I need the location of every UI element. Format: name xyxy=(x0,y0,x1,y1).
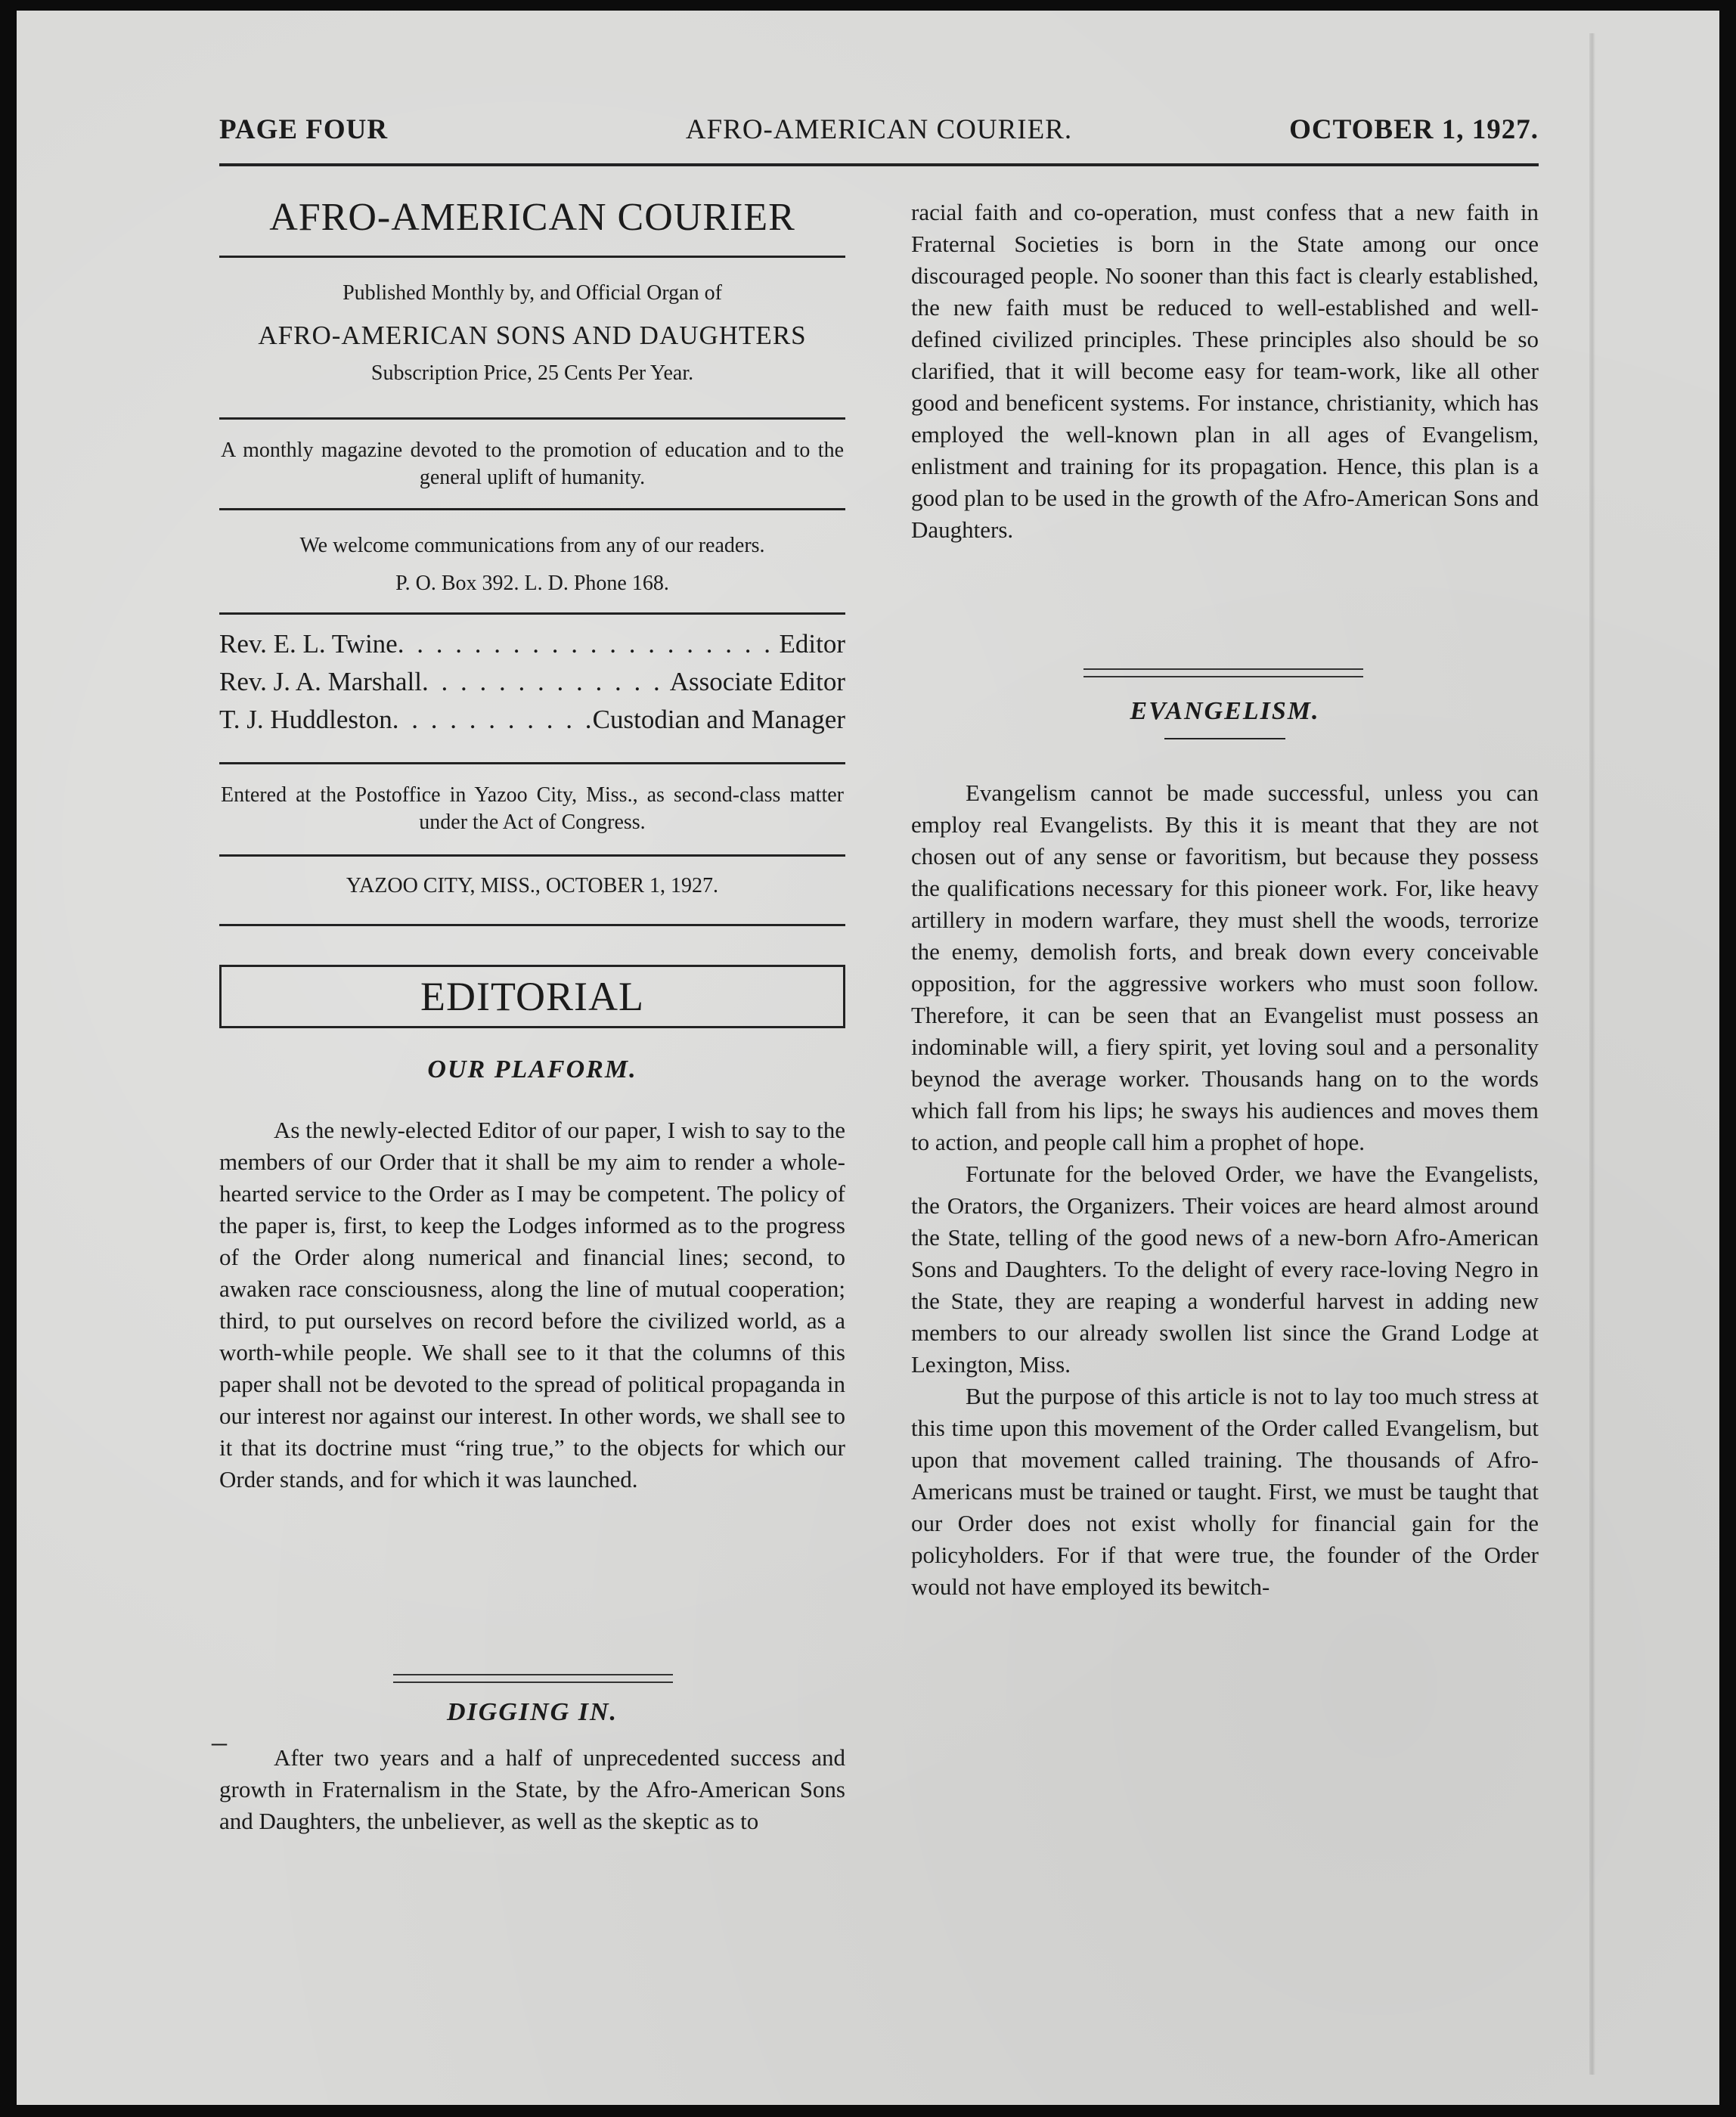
leader-dots xyxy=(392,705,593,735)
platform-heading: OUR PLAFORM. xyxy=(427,1055,637,1083)
staff-row-editor xyxy=(219,629,845,665)
leader-dots xyxy=(422,667,670,697)
digging-paragraph: After two years and a half of unprecedented success and growth in Fraternalism in the State, by the Afro-American Sons and Daughters, the unbeliever, as well as the skeptic as to xyxy=(219,1744,845,1834)
mission-statement: A monthly magazine devoted to the promotion of education and to the general uplift of humanity. xyxy=(221,439,844,489)
masthead-rule-7 xyxy=(219,924,845,926)
postoffice-entry-notice: Entered at the Postoffice in Yazoo City, Miss., as second-class matter under the Act of Congress. xyxy=(221,783,844,834)
page-fold-shadow xyxy=(1589,33,1595,2075)
evangelism-paragraph-3: But the purpose of this article is not to lay too much stress at this time upon this movement of the Order called Evangelism, but upon that movement called training. The thousands of Afro-Americans must be trained or taught. First, we must be taught that our Order does not exist wholly for financial gain for the policyholders. For if that were true, the founder of the Order would not have employed its bewitch- xyxy=(911,1383,1539,1600)
staff-role: Custodian and Manager xyxy=(592,705,845,734)
evangelism-paragraph-1: Evangelism cannot be made successful, unless you can employ real Evangelists. By this it is meant that they are not chosen out of any sense or favoritism, but because they possess the qualifications necessary for this pioneer work. For, like heavy artillery in modern warfare, they must shell the woods, terrorize the enemy, demolish forts, and break down every conceivable opposition, for the aggressive workers who must soon follow. Therefore, it can be seen that an Evangelist must possess an indominable will, a fiery spirit, yet loving soul and a personality beynod the average worker. Thousands hang on to the words which fall from his lips; he sways his audiences and moves them to action, and people call him a prophet of hope. xyxy=(911,780,1539,1155)
staff-row-manager xyxy=(219,705,845,741)
staff-row-associate-editor xyxy=(219,667,845,703)
editorial-title-box xyxy=(219,965,845,1028)
masthead-rule-5 xyxy=(219,762,845,764)
contact-line: P. O. Box 392. L. D. Phone 168. xyxy=(395,572,669,595)
digging-article xyxy=(219,1742,845,1837)
welcome-line: We welcome communications from any of our readers. xyxy=(299,534,765,557)
masthead-rule-3 xyxy=(219,508,845,510)
editorial-title: EDITORIAL xyxy=(420,974,644,1019)
printer-dash-mark: – xyxy=(212,1725,227,1759)
section-divider xyxy=(393,1674,673,1683)
evangelism-heading: EVANGELISM. xyxy=(1130,697,1320,725)
masthead-rule-2 xyxy=(219,417,845,420)
staff-name: Rev. J. A. Marshall xyxy=(219,667,422,696)
evangelism-article xyxy=(911,777,1539,1603)
evangelism-paragraph-2: Fortunate for the beloved Order, we have the Evangelists, the Orators, the Organizers. Their voices are heard almost around the State, telling of the good news of a new-born Afro-American Sons and Daughters. To the delight of every race-loving Negro in the State, they are reaping a wonderful harvest in adding new members to our already swollen list since the Grand Lodge at Lexington, Miss. xyxy=(911,1161,1539,1378)
staff-role: Editor xyxy=(779,629,845,659)
section-divider xyxy=(1083,668,1363,677)
running-head xyxy=(219,113,1539,151)
dateline: YAZOO CITY, MISS., OCTOBER 1, 1927. xyxy=(346,874,719,897)
running-head-page: PAGE FOUR xyxy=(219,114,389,145)
continued-paragraph: racial faith and co-operation, must confess that a new faith in Fraternal Societies is born in the State among our once discouraged people. No sooner than this fact is clearly established, the new faith must be reduced to well-established and well-defined civilized principles. These principles also should be so clarified, that it will become easy for team-work, like all other good and beneficent systems. For instance, christianity, which has employed the well-known plan in all ages of Evangelism, enlistment and training for its propagation. Hence, this plan is a good plan to be used in the growth of the Afro-American Sons and Daughters. xyxy=(911,199,1539,543)
masthead-rule-4 xyxy=(219,612,845,615)
masthead-rule-1 xyxy=(219,256,845,258)
published-line: Published Monthly by, and Official Organ of xyxy=(343,281,722,305)
digging-heading: DIGGING IN. xyxy=(446,1698,618,1726)
subscription-price: Subscription Price, 25 Cents Per Year. xyxy=(370,361,694,385)
platform-article xyxy=(219,1114,845,1496)
heading-underline xyxy=(1164,738,1285,739)
staff-role: Associate Editor xyxy=(669,667,845,696)
masthead-title: AFRO-AMERICAN COURIER xyxy=(269,196,795,239)
header-rule xyxy=(219,163,1539,166)
leader-dots xyxy=(398,629,780,659)
continued-article xyxy=(911,197,1539,546)
org-name: AFRO-AMERICAN SONS AND DAUGHTERS xyxy=(258,321,807,350)
running-head-date: OCTOBER 1, 1927. xyxy=(1289,114,1539,145)
staff-name: Rev. E. L. Twine xyxy=(219,629,398,659)
staff-name: T. J. Huddleston xyxy=(219,705,392,734)
platform-paragraph: As the newly-elected Editor of our paper, I wish to say to the members of our Order that it shall be my aim to render a whole-hearted service to the Order as I may be competent. The policy of the paper is, first, to keep the Lodges informed as to the progress of the Order along numerical and financial lines; second, to awaken race consciousness, along the line of mutual cooperation; third, to put ourselves on record before the civilized world, as a worth-while people. We shall see to it that the columns of this paper shall not be devoted to the spread of political propaganda in our interest nor against our interest. In other words, we shall see to it that its doctrine must “ring true,” to the objects for which our Order stands, and for which it was launched. xyxy=(219,1117,845,1492)
masthead-rule-6 xyxy=(219,854,845,857)
running-head-center: AFRO-AMERICAN COURIER. xyxy=(685,114,1073,145)
